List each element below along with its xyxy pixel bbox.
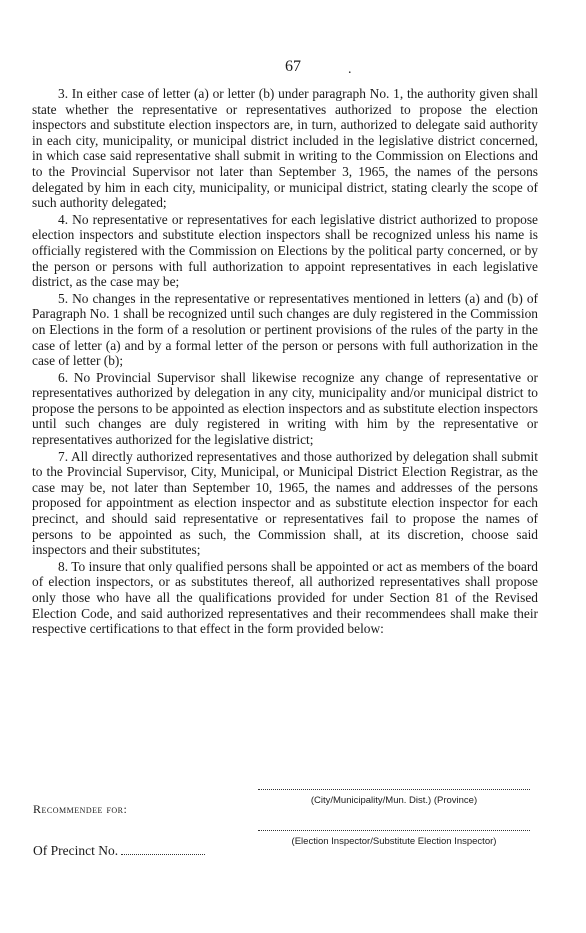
recommendee-label: Recommendee for: — [33, 802, 128, 816]
body-text — [32, 86, 538, 638]
precinct-blank-line — [121, 854, 205, 855]
paragraph-7: 7. All directly authorized representatives and those authorized by delegation shall submit to the Provincial Supervisor, City, Municipal, or Municipal District Election Registrar, as the case may be, not later than September 10, 1965, the names and addresses of the persons proposed for appointment as election inspector and as substitute election inspector for each precinct, and should said representative or representatives fail to propose the names of persons to be appointed as such, the Commission shall, at its discretion, choose said inspectors and their substitutes; — [32, 448, 538, 558]
precinct-field — [33, 843, 205, 859]
paragraph-5: 5. No changes in the representative or representatives mentioned in letters (a) and (b) of Paragraph No. 1 shall be recognized until such changes are duly registered in the Commission on Elections in the form of a resolution or pertinent provisions of the rules of the party in the case of letter (a) and by a formal letter of the person or persons with full authorization in the case of letter (b); — [32, 290, 538, 369]
paragraph-8: 8. To insure that only qualified persons shall be appointed or act as members of the board of election inspectors, or as substitutes thereof, all authorized representatives shall propose only those who have all the qualifications provided for under Section 81 of the Revised Election Code, and said authorized representatives and their recommendees shall make their respective certifications to that effect in the form provided below: — [32, 558, 538, 637]
location-caption: (City/Municipality/Mun. Dist.) (Province) — [310, 795, 478, 806]
paragraph-6: 6. No Provincial Supervisor shall likewise recognize any change of representative or representatives authorized by delegation in any city, municipality and/or municipal district to propose the persons to be appointed as election inspectors and as substitute election inspectors until such changes are duly registered in writing with him by the representative or representatives authorized for the legislative district; — [32, 369, 538, 448]
inspector-signature-line — [258, 830, 530, 831]
location-signature-line — [258, 789, 530, 790]
inspector-caption: (Election Inspector/Substitute Election Inspector) — [291, 836, 497, 847]
paragraph-4: 4. No representative or representatives for each legislative district authorized to propose election inspectors and substitute election inspectors shall be recognized unless his name is officially registered with the Commission on Elections by the political party concerned, or by the person or persons with full authorization to appoint representatives in each legislative district, as the case may be; — [32, 211, 538, 290]
stray-mark: . — [348, 62, 352, 77]
precinct-label: Of Precinct No. — [33, 843, 119, 858]
paragraph-3: 3. In either case of letter (a) or letter (b) under paragraph No. 1, the authority given shall state whether the representative or representatives authorized to propose the election inspectors and substitute election inspectors are, in turn, authorized to delegate said authority in each city, municipality, or municipal district included in the legislative district concerned, in which case said representative shall submit in writing to the Commission on Elections and to the Provincial Supervisor not later than September 3, 1965, the names of the persons delegated by him in each city, municipality, or municipal district, stating clearly the scope of such authority delegated; — [32, 86, 538, 211]
page-number: 67 — [285, 58, 301, 75]
